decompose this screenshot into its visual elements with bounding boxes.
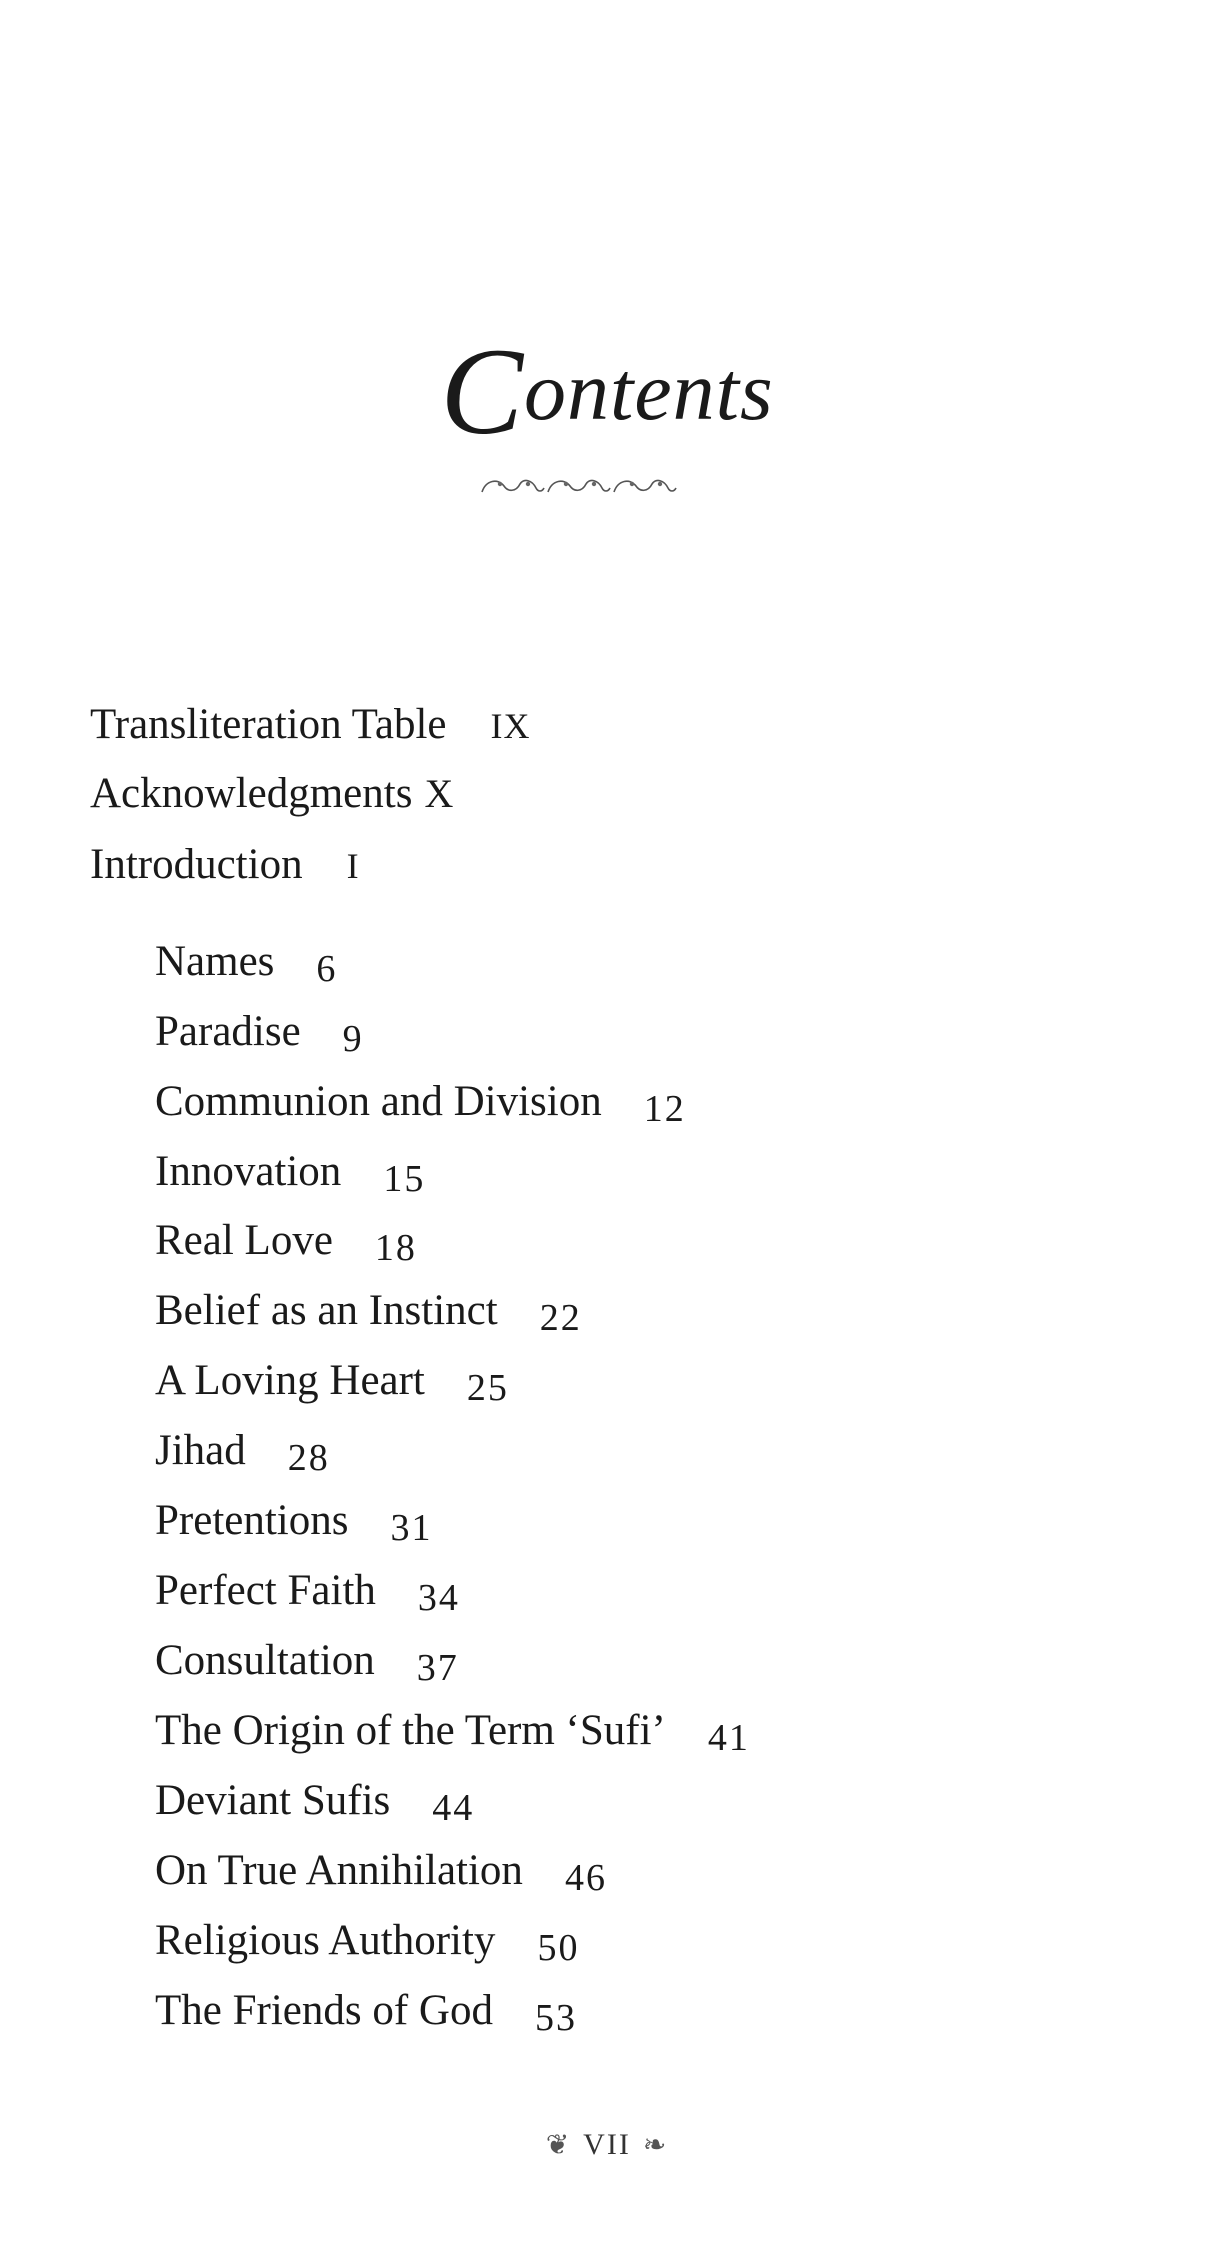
chapter-page: 44 xyxy=(432,1787,475,1829)
chapter-title: Names xyxy=(155,938,275,985)
toc-entry-title: Acknowledgments xyxy=(90,770,413,817)
chapter-page: 53 xyxy=(534,1997,577,2039)
toc-chapter-8[interactable] xyxy=(155,1427,330,1479)
toc-entry-introduction[interactable] xyxy=(90,843,360,886)
toc-chapter-7[interactable] xyxy=(155,1357,509,1409)
toc-entry-acknowledgments[interactable] xyxy=(90,772,454,815)
chapter-title: The Origin of the Term ‘Sufi’ xyxy=(155,1707,666,1754)
toc-chapter-9[interactable] xyxy=(155,1497,433,1549)
chapter-page: 41 xyxy=(707,1717,750,1759)
chapter-page: 6 xyxy=(316,948,338,990)
toc-entry-page: IX xyxy=(490,706,531,746)
page-title xyxy=(0,323,1214,460)
leaf-left-icon: ❦ xyxy=(545,2130,572,2161)
chapter-title: Real Love xyxy=(155,1217,333,1264)
toc-chapter-5[interactable] xyxy=(155,1217,417,1269)
toc-chapter-1[interactable] xyxy=(155,938,338,990)
chapter-title: Innovation xyxy=(155,1148,342,1195)
chapter-title: The Friends of God xyxy=(155,1987,493,2034)
toc-chapter-12[interactable] xyxy=(155,1707,750,1759)
chapter-page: 37 xyxy=(416,1647,459,1689)
scroll-ornament-icon xyxy=(478,472,678,500)
chapter-title: Perfect Faith xyxy=(155,1567,376,1614)
chapter-page: 50 xyxy=(537,1927,580,1969)
chapter-title: A Loving Heart xyxy=(155,1357,425,1404)
chapter-page: 15 xyxy=(383,1158,426,1200)
toc-chapter-2[interactable] xyxy=(155,1008,364,1060)
chapter-page: 46 xyxy=(564,1857,607,1899)
title-rest: ontents xyxy=(524,345,774,438)
toc-chapter-14[interactable] xyxy=(155,1847,607,1899)
page-folio xyxy=(0,2128,1214,2162)
toc-chapter-3[interactable] xyxy=(155,1078,686,1130)
chapter-title: Religious Authority xyxy=(155,1917,496,1964)
toc-chapter-10[interactable] xyxy=(155,1567,460,1619)
toc-chapter-4[interactable] xyxy=(155,1148,426,1200)
chapter-title: Deviant Sufis xyxy=(155,1777,391,1824)
toc-chapter-11[interactable] xyxy=(155,1637,459,1689)
chapter-title: On True Annihilation xyxy=(155,1847,523,1894)
toc-entry-page: I xyxy=(346,846,360,886)
toc-chapter-16[interactable] xyxy=(155,1987,577,2039)
chapter-title: Paradise xyxy=(155,1008,301,1055)
toc-chapter-6[interactable] xyxy=(155,1287,582,1339)
chapter-page: 34 xyxy=(417,1577,460,1619)
leaf-right-icon: ❧ xyxy=(642,2130,669,2161)
chapter-page: 28 xyxy=(287,1437,330,1479)
chapter-title: Belief as an Instinct xyxy=(155,1287,498,1334)
toc-entry-transliteration-table[interactable] xyxy=(90,703,530,746)
chapter-page: 12 xyxy=(643,1088,686,1130)
chapter-page: 18 xyxy=(374,1227,417,1269)
toc-chapter-15[interactable] xyxy=(155,1917,580,1969)
chapter-page: 9 xyxy=(342,1018,364,1060)
chapter-page: 31 xyxy=(390,1507,433,1549)
chapter-title: Consultation xyxy=(155,1637,375,1684)
toc-chapter-13[interactable] xyxy=(155,1777,475,1829)
folio-number: VII xyxy=(583,2128,631,2161)
chapter-title: Jihad xyxy=(155,1427,246,1474)
title-initial: C xyxy=(440,323,525,460)
toc-entry-title: Transliteration Table xyxy=(90,701,447,748)
toc-entry-page: X xyxy=(424,771,455,816)
chapter-page: 25 xyxy=(466,1367,509,1409)
chapter-title: Communion and Division xyxy=(155,1078,602,1125)
toc-entry-title: Introduction xyxy=(90,841,303,888)
chapter-title: Pretentions xyxy=(155,1497,349,1544)
chapter-page: 22 xyxy=(539,1297,582,1339)
